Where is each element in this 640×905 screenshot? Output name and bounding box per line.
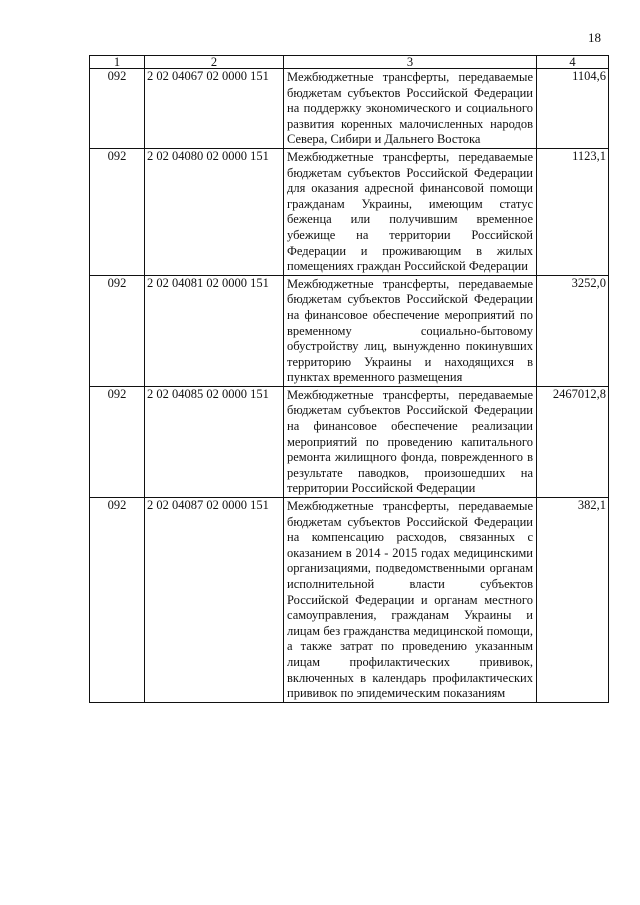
table-row — [90, 148, 609, 275]
budget-code-cell: 2 02 04085 02 0000 151 — [145, 386, 284, 497]
description-cell: Межбюджетные трансферты, передаваемые бюджетам субъектов Российской Федерации на финансовое обеспечение мероприятий по временному социально-бытовому обустройству лиц, вынужденно покинувших территорию Украины и находящихся в пунктах временного размещения — [284, 275, 537, 386]
table-row — [90, 275, 609, 386]
description-cell: Межбюджетные трансферты, передаваемые бюджетам субъектов Российской Федерации на поддержку экономического и социального развития коренных малочисленных народов Севера, Сибири и Дальнего Востока — [284, 69, 537, 149]
amount-cell: 3252,0 — [537, 275, 609, 386]
admin-code-cell: 092 — [90, 275, 145, 386]
admin-code-cell: 092 — [90, 148, 145, 275]
description-cell: Межбюджетные трансферты, передаваемые бюджетам субъектов Российской Федерации на финансовое обеспечение реализации мероприятий по проведению капитального ремонта жилищного фонда, поврежденного в результате паводков, произошедших на территории Российской Федерации — [284, 386, 537, 497]
description-cell: Межбюджетные трансферты, передаваемые бюджетам субъектов Российской Федерации для оказания адресной финансовой помощи гражданам Украины, имеющим статус беженца или получившим временное убежище на территории Российской Федерации и проживающим в жилых помещениях граждан Российской Федерации — [284, 148, 537, 275]
budget-table — [89, 55, 609, 703]
table-row — [90, 386, 609, 497]
description-cell: Межбюджетные трансферты, передаваемые бюджетам субъектов Российской Федерации на компенсацию расходов, связанных с оказанием в 2014 - 2015 годах медицинскими организациями, подведомственными органам исполнительной власти субъектов Российской Федерации и органам местного самоуправления, гражданам Украины и лицам без гражданства медицинской помощи, а также затрат по проведению указанным лицам профилактических прививок, включенных в календарь профилактических прививок по эпидемическим показаниям — [284, 498, 537, 703]
page-number: 18 — [588, 30, 601, 45]
budget-code-cell: 2 02 04080 02 0000 151 — [145, 148, 284, 275]
admin-code-cell: 092 — [90, 69, 145, 149]
admin-code-cell: 092 — [90, 386, 145, 497]
header-col-4: 4 — [537, 56, 609, 69]
budget-code-cell: 2 02 04087 02 0000 151 — [145, 498, 284, 703]
budget-code-cell: 2 02 04081 02 0000 151 — [145, 275, 284, 386]
table-row — [90, 69, 609, 149]
table-row — [90, 498, 609, 703]
amount-cell: 382,1 — [537, 498, 609, 703]
header-col-1: 1 — [90, 56, 145, 69]
budget-code-cell: 2 02 04067 02 0000 151 — [145, 69, 284, 149]
admin-code-cell: 092 — [90, 498, 145, 703]
amount-cell: 1104,6 — [537, 69, 609, 149]
amount-cell: 2467012,8 — [537, 386, 609, 497]
header-col-3: 3 — [284, 56, 537, 69]
amount-cell: 1123,1 — [537, 148, 609, 275]
table-header-row — [90, 56, 609, 69]
header-col-2: 2 — [145, 56, 284, 69]
